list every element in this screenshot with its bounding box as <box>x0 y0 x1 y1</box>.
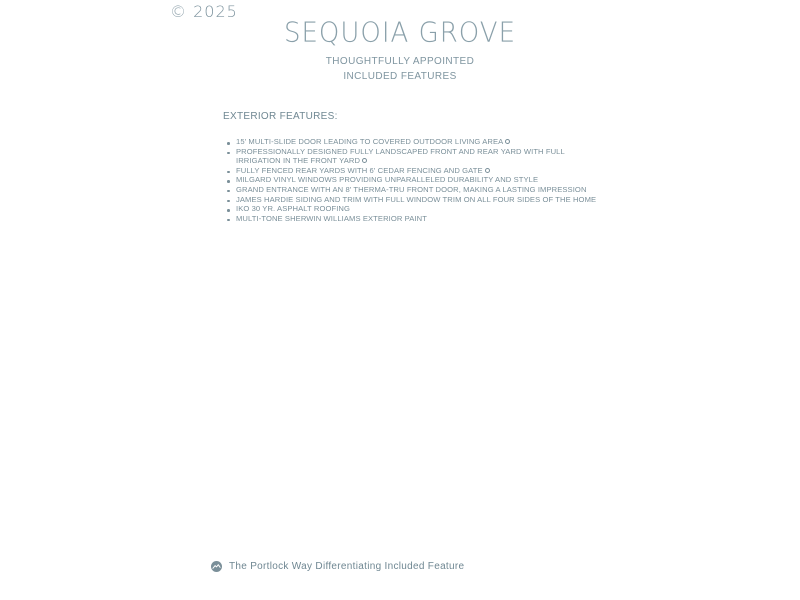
mountain-badge-icon <box>211 561 222 572</box>
bullet-icon <box>227 219 230 222</box>
exterior-features-list <box>236 137 608 223</box>
subtitle-line-2: INCLUDED FEATURES <box>343 71 457 82</box>
feature-text: MILGARD VINYL WINDOWS PROVIDING UNPARALLELED DURABILITY AND STYLE <box>236 175 539 185</box>
feature-text: FULLY FENCED REAR YARDS WITH 6' CEDAR FENCING AND GATE <box>236 165 483 175</box>
feature-item <box>236 204 608 214</box>
brand-title: SEQUOIA GROVE <box>283 17 517 49</box>
copyright: © 2025 <box>170 2 238 21</box>
subtitle-line-1: THOUGHTFULLY APPOINTED <box>325 56 475 67</box>
exterior-features-heading: EXTERIOR FEATURES: <box>223 111 338 122</box>
feature-text: 15' MULTI-SLIDE DOOR LEADING TO COVERED OUTDOOR LIVING AREA <box>236 137 504 146</box>
bullet-icon <box>227 209 230 212</box>
bullet-icon <box>227 142 230 145</box>
feature-item <box>236 166 608 176</box>
feature-text: MULTI-TONE SHERWIN WILLIAMS EXTERIOR PAINT <box>236 213 427 223</box>
bullet-icon <box>227 190 230 193</box>
portlock-mark-icon <box>485 168 490 173</box>
legend-text: The Portlock Way Differentiating Included Feature <box>229 561 465 572</box>
bullet-icon <box>227 152 230 155</box>
feature-item <box>236 195 608 205</box>
feature-text: PROFESSIONALLY DESIGNED FULLY LANDSCAPED FRONT AND REAR YARD WITH FULL IRRIGATION IN THE FRONT YARD <box>236 146 565 166</box>
feature-item <box>236 137 608 147</box>
feature-text: JAMES HARDIE SIDING AND TRIM WITH FULL WINDOW TRIM ON ALL FOUR SIDES OF THE HOME <box>236 194 597 204</box>
feature-item <box>236 147 608 166</box>
feature-text: IKO 30 YR. ASPHALT ROOFING <box>236 204 351 214</box>
bullet-icon <box>227 200 230 203</box>
bullet-icon <box>227 171 230 174</box>
feature-item <box>236 214 608 224</box>
legend <box>211 561 464 572</box>
feature-item <box>236 175 608 185</box>
bullet-icon <box>227 180 230 183</box>
feature-item <box>236 185 608 195</box>
feature-text: GRAND ENTRANCE WITH AN 8' THERMA-TRU FRONT DOOR, MAKING A LASTING IMPRESSION <box>236 184 587 194</box>
portlock-mark-icon <box>505 139 510 144</box>
portlock-mark-icon <box>362 158 367 163</box>
